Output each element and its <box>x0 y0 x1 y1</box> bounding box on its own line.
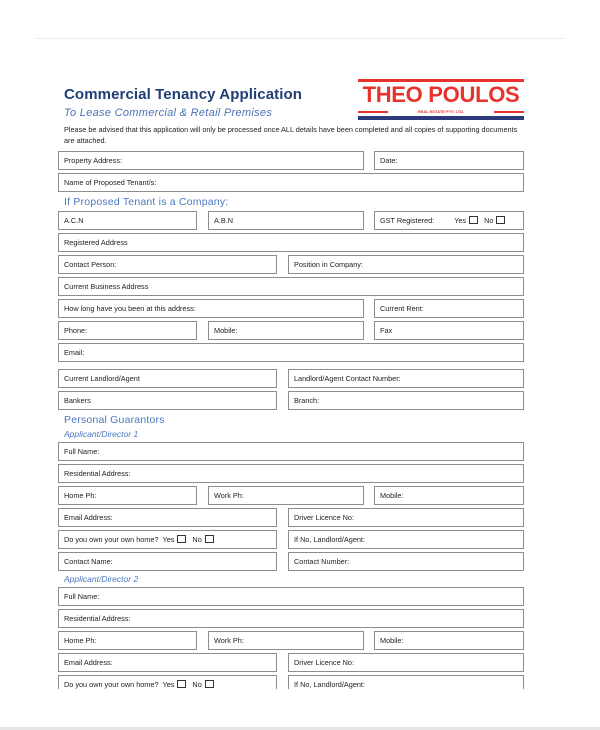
field-label: Current Rent: <box>380 304 424 313</box>
field-label: Mobile: <box>380 636 404 645</box>
field-mobile[interactable] <box>374 631 524 650</box>
field-label: Contact Name: <box>64 557 113 566</box>
checkbox-no[interactable] <box>205 535 214 543</box>
form-row <box>58 486 524 505</box>
field-date[interactable] <box>374 151 524 170</box>
field-if-no-landlord-agent[interactable] <box>288 675 524 689</box>
checkbox-no[interactable] <box>496 216 505 224</box>
form-row <box>58 173 524 192</box>
checkbox-label: No <box>192 680 202 689</box>
subsection-heading: Applicant/Director 2 <box>64 574 139 584</box>
field-email-address[interactable] <box>58 653 277 672</box>
field-driver-licence-no[interactable] <box>288 508 524 527</box>
field-contact-name[interactable] <box>58 552 277 571</box>
logo-tagline: REAL ESTATE PTY. LTD. <box>417 109 465 114</box>
field-label: Current Business Address <box>64 282 149 291</box>
field-label: Mobile: <box>214 326 238 335</box>
field-property-address[interactable] <box>58 151 364 170</box>
field-a-b-n[interactable] <box>208 211 364 230</box>
field-label: GST Registered: <box>380 216 435 225</box>
field-contact-number[interactable] <box>288 552 524 571</box>
checkbox-label: No <box>484 216 494 225</box>
field-label: Home Ph: <box>64 636 97 645</box>
form-row <box>58 211 524 230</box>
field-label: If No, Landlord/Agent: <box>294 680 365 689</box>
field-label: Full Name: <box>64 447 100 456</box>
field-label: Full Name: <box>64 592 100 601</box>
field-label: Name of Proposed Tenant/s: <box>64 178 157 187</box>
field-work-ph[interactable] <box>208 631 364 650</box>
field-label: A.C.N <box>64 216 84 225</box>
page-subtitle: To Lease Commercial & Retail Premises <box>64 107 273 119</box>
form-row <box>58 464 524 483</box>
field-label: Residential Address: <box>64 614 131 623</box>
field-contact-person[interactable] <box>58 255 277 274</box>
field-label: If No, Landlord/Agent: <box>294 535 365 544</box>
form-row <box>58 255 524 274</box>
field-mobile[interactable] <box>374 486 524 505</box>
checkbox-yes[interactable] <box>177 680 186 688</box>
checkbox-yes[interactable] <box>177 535 186 543</box>
field-position-in-company[interactable] <box>288 255 524 274</box>
field-label: Do you own your own home? <box>64 535 159 544</box>
field-label: Contact Number: <box>294 557 350 566</box>
section-heading: If Proposed Tenant is a Company: <box>64 196 229 208</box>
field-residential-address[interactable] <box>58 609 524 628</box>
field-phone[interactable] <box>58 321 197 340</box>
field-label: Email Address: <box>64 513 113 522</box>
field-current-landlord-agent[interactable] <box>58 369 277 388</box>
form-row <box>58 299 524 318</box>
section-heading: Personal Guarantors <box>64 414 165 426</box>
form-row <box>58 369 524 388</box>
field-label: Mobile: <box>380 491 404 500</box>
field-label: Bankers <box>64 396 91 405</box>
field-label: How long have you been at this address: <box>64 304 196 313</box>
form-row <box>58 151 524 170</box>
field-label: Branch: <box>294 396 320 405</box>
field-fax[interactable] <box>374 321 524 340</box>
field-email-address[interactable] <box>58 508 277 527</box>
field-label: Work Ph: <box>214 636 244 645</box>
page-top-edge <box>35 38 565 39</box>
field-work-ph[interactable] <box>208 486 364 505</box>
field-label: Registered Address <box>64 238 128 247</box>
form-row <box>58 233 524 252</box>
field-label: Phone: <box>64 326 88 335</box>
notice-text: Please be advised that this application will only be processed once ALL details have been completed and all copies of supporting documents are attached. <box>64 125 518 145</box>
field-label: Email Address: <box>64 658 113 667</box>
checkbox-no[interactable] <box>205 680 214 688</box>
form-row <box>58 391 524 410</box>
form-row <box>58 277 524 296</box>
field-do-you-own-your-own-home[interactable] <box>58 530 277 549</box>
field-branch[interactable] <box>288 391 524 410</box>
field-current-rent[interactable] <box>374 299 524 318</box>
field-label: Current Landlord/Agent <box>64 374 140 383</box>
checkbox-label: Yes <box>162 680 175 689</box>
form-row <box>58 653 524 672</box>
field-label: Home Ph: <box>64 491 97 500</box>
field-full-name[interactable] <box>58 442 524 461</box>
form-row <box>58 675 524 689</box>
logo-name: THEO POULOS <box>362 82 520 107</box>
field-label: Property Address: <box>64 156 122 165</box>
form-row <box>58 587 524 606</box>
form-row <box>58 631 524 650</box>
field-registered-address[interactable] <box>58 233 524 252</box>
field-label: Contact Person: <box>64 260 117 269</box>
field-gst-registered[interactable] <box>374 211 524 230</box>
field-residential-address[interactable] <box>58 464 524 483</box>
company-logo <box>358 79 524 119</box>
checkbox-label: Yes <box>454 216 467 225</box>
field-current-business-address[interactable] <box>58 277 524 296</box>
field-label: Driver Licence No: <box>294 658 355 667</box>
field-landlord-agent-contact-number[interactable] <box>288 369 524 388</box>
field-do-you-own-your-own-home[interactable] <box>58 675 277 689</box>
checkbox-label: No <box>192 535 202 544</box>
field-home-ph[interactable] <box>58 486 197 505</box>
form-row <box>58 343 524 362</box>
field-email[interactable] <box>58 343 524 362</box>
form-row <box>58 530 524 549</box>
field-label: Email: <box>64 348 85 357</box>
field-name-of-proposed-tenant-s[interactable] <box>58 173 524 192</box>
field-a-c-n[interactable] <box>58 211 197 230</box>
field-label: Date: <box>380 156 398 165</box>
checkbox-yes[interactable] <box>469 216 478 224</box>
field-home-ph[interactable] <box>58 631 197 650</box>
form-row <box>58 609 524 628</box>
subsection-heading: Applicant/Director 1 <box>64 429 139 439</box>
field-driver-licence-no[interactable] <box>288 653 524 672</box>
form-row <box>58 321 524 340</box>
field-label: A.B.N <box>214 216 234 225</box>
field-bankers[interactable] <box>58 391 277 410</box>
application-form <box>58 151 524 689</box>
field-label: Landlord/Agent Contact Number: <box>294 374 401 383</box>
field-label: Work Ph: <box>214 491 244 500</box>
form-row <box>58 508 524 527</box>
checkbox-label: Yes <box>162 535 175 544</box>
form-row <box>58 442 524 461</box>
field-label: Driver Licence No: <box>294 513 355 522</box>
field-label: Residential Address: <box>64 469 131 478</box>
field-label: Do you own your own home? <box>64 680 159 689</box>
field-label: Position in Company: <box>294 260 363 269</box>
field-label: Fax <box>380 326 393 335</box>
field-full-name[interactable] <box>58 587 524 606</box>
field-how-long-have-you-been-at-this-address[interactable] <box>58 299 364 318</box>
page-title: Commercial Tenancy Application <box>64 86 303 103</box>
form-row <box>58 552 524 571</box>
field-mobile[interactable] <box>208 321 364 340</box>
field-if-no-landlord-agent[interactable] <box>288 530 524 549</box>
